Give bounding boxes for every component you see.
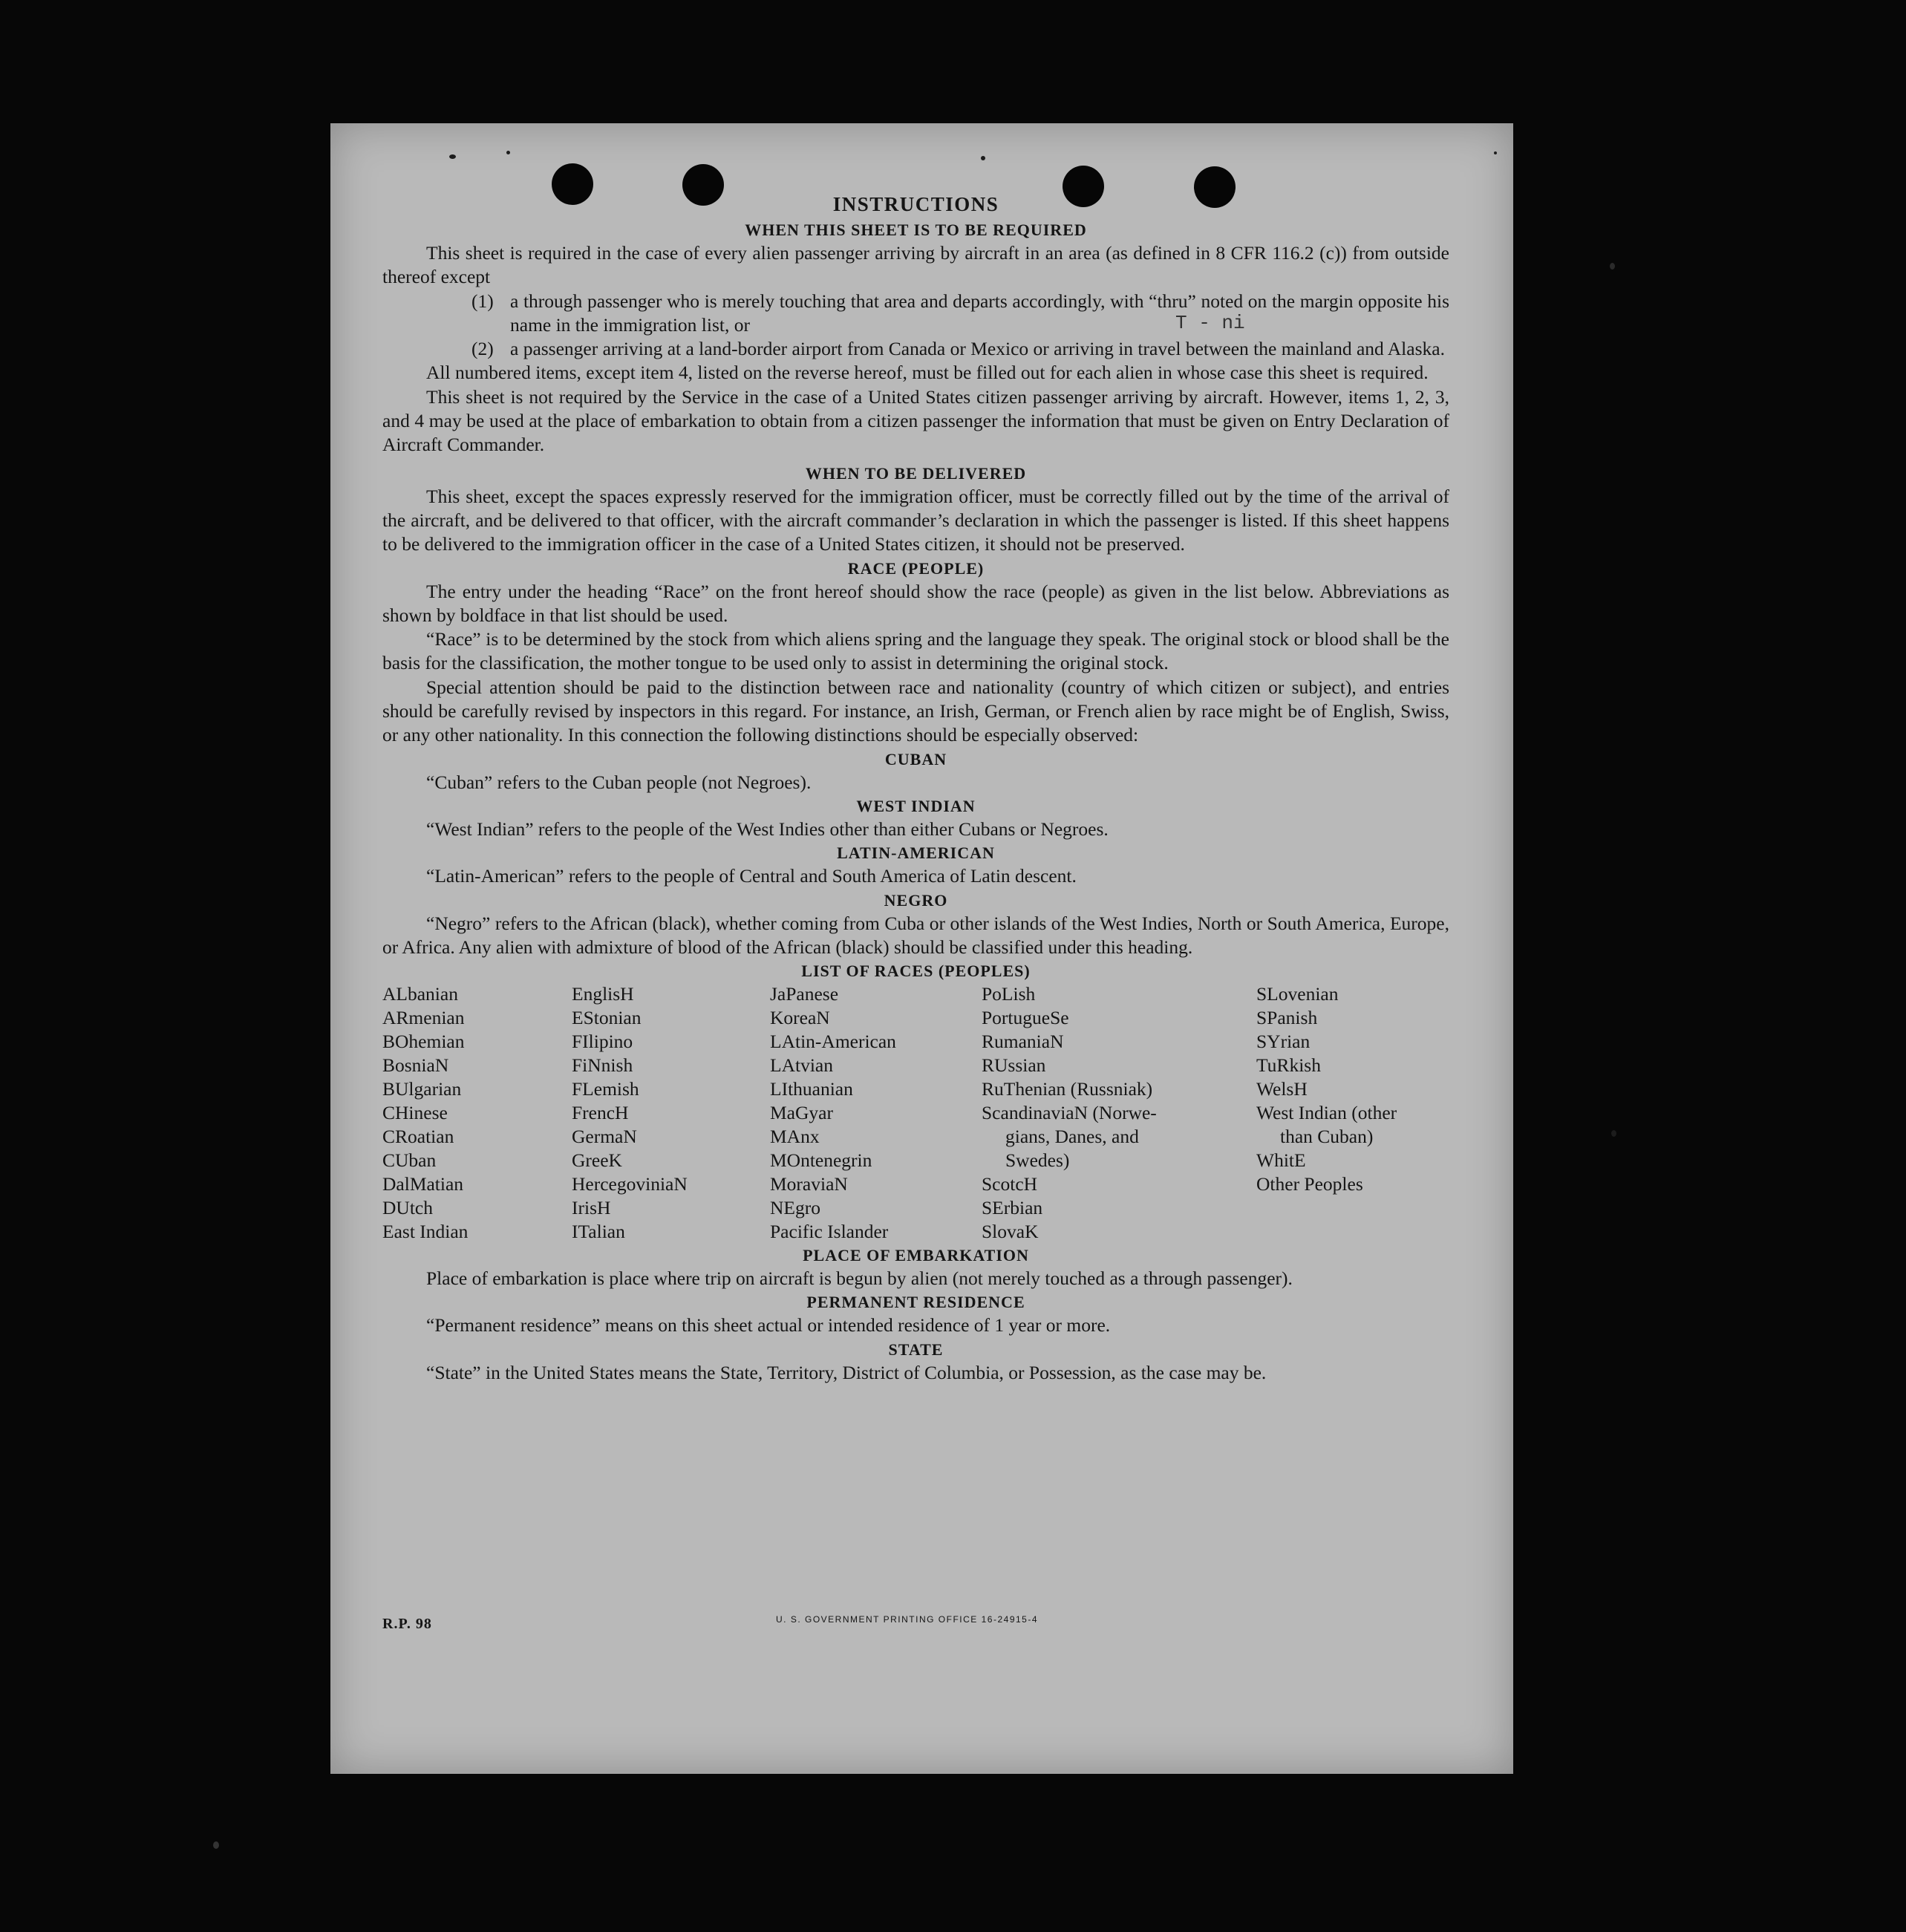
race-item: IrisH: [572, 1197, 611, 1219]
race-item: Swedes): [1005, 1149, 1070, 1172]
heading-place-of-embarkation: PLACE OF EMBARKATION: [803, 1246, 1029, 1265]
heading-list-of-races: LIST OF RACES (PEOPLES): [801, 962, 1031, 981]
race-item: Other Peoples: [1256, 1173, 1363, 1195]
race-item: WhitE: [1256, 1149, 1306, 1172]
race-item: RumaniaN: [982, 1031, 1064, 1053]
race-item: FIlipino: [572, 1031, 633, 1053]
paragraph: This sheet is not required by the Service in the case of a United States citizen passenger arriving by aircraft. However, items 1, 2, 3, and 4 may be used at the place of embarkation to obtain from a citizen passenger the information that must be given on Entry Declaration of Aircraft Commander.: [382, 385, 1449, 456]
printer-line: U. S. GOVERNMENT PRINTING OFFICE 16-24915-4: [776, 1614, 1039, 1625]
heading-permanent-residence: PERMANENT RESIDENCE: [806, 1293, 1025, 1312]
race-item: JaPanese: [770, 983, 839, 1005]
race-list: [382, 982, 1449, 1244]
race-item: BUlgarian: [382, 1078, 462, 1100]
heading-state: STATE: [888, 1339, 944, 1359]
race-column: [382, 982, 572, 1244]
heading-race: RACE (PEOPLE): [847, 558, 985, 578]
paragraph: The entry under the heading “Race” on the front hereof should show the race (people) as given in the list below. Abbreviations as shown by boldface in that list should be used.: [382, 580, 1449, 626]
speck: [981, 156, 985, 160]
paragraph: “Race” is to be determined by the stock from which aliens spring and the language they speak. The original stock or blood shall be the basis for the classification, the mother tongue to be used only to assist in determining the original stock.: [382, 628, 1449, 674]
form-number: R.P. 98: [382, 1616, 432, 1632]
paragraph: “Latin-American” refers to the people of Central and South America of Latin descent.: [426, 865, 1077, 887]
race-item: gians, Danes, and: [1005, 1126, 1139, 1148]
paragraph: Special attention should be paid to the distinction between race and nationality (country of which citizen or subject), and entries should be carefully revised by inspectors in this regard. For instance, an Irish, German, or French alien by race might be of English, Swiss, or any other nationality. In this connection the following distinctions should be especially observed:: [382, 676, 1449, 746]
item-text: a through passenger who is merely touching that area and departs accordingly, with “thru” noted on the margin opposite his name in the immigration list, or: [510, 290, 1449, 336]
race-item: DUtch: [382, 1197, 433, 1219]
race-item: ITalian: [572, 1221, 625, 1243]
numbered-item: [382, 290, 1449, 338]
race-item: BosniaN: [382, 1054, 449, 1077]
race-item: FrencH: [572, 1102, 629, 1124]
race-item: GermaN: [572, 1126, 637, 1148]
heading-cuban: CUBAN: [884, 749, 947, 768]
race-item: MOntenegrin: [770, 1149, 872, 1172]
race-item: EStonian: [572, 1007, 642, 1029]
document-sheet: [330, 123, 1513, 1774]
item-number: (1): [471, 290, 494, 312]
race-item: GreeK: [572, 1149, 622, 1172]
race-item: SLovenian: [1256, 983, 1339, 1005]
speck: [1494, 151, 1497, 154]
race-item: than Cuban): [1280, 1126, 1374, 1148]
race-item: TuRkish: [1256, 1054, 1321, 1077]
race-item: CRoatian: [382, 1126, 454, 1148]
paragraph: “West Indian” refers to the people of the West Indies other than either Cubans or Negroes.: [426, 817, 1109, 840]
heading-negro: NEGRO: [884, 890, 948, 910]
paragraph: “State” in the United States means the State, Territory, District of Columbia, or Possession, as the case may be.: [426, 1361, 1267, 1383]
race-item: Pacific Islander: [770, 1221, 889, 1243]
item-text: a passenger arriving at a land-border airport from Canada or Mexico or arriving in travel between the mainland and Alaska.: [510, 338, 1445, 360]
paragraph: This sheet, except the spaces expressly reserved for the immigration officer, must be correctly filled out by the time of the arrival of the aircraft, and be delivered to that officer, with the aircraft commander’s declaration in which the passenger is listed. If this sheet happens to be delivered to the immigration officer in the case of a United States citizen, it should not be preserved.: [382, 485, 1449, 555]
paragraph: Place of embarkation is place where trip on aircraft is begun by alien (not merely touched as a through passenger).: [426, 1267, 1293, 1290]
race-item: KoreaN: [770, 1007, 830, 1029]
heading-west-indian: WEST INDIAN: [856, 796, 976, 815]
race-column: [1256, 982, 1449, 1244]
race-item: ScandinaviaN (Norwe-: [982, 1102, 1157, 1124]
race-column: [770, 982, 982, 1244]
item-number: (2): [471, 338, 494, 360]
speck: [1611, 1130, 1616, 1137]
race-item: HercegoviniaN: [572, 1173, 688, 1195]
speck: [506, 151, 510, 154]
race-item: PoLish: [982, 983, 1036, 1005]
race-item: FLemish: [572, 1078, 639, 1100]
race-column: [572, 982, 770, 1244]
race-item: CHinese: [382, 1102, 448, 1124]
race-item: SlovaK: [982, 1221, 1039, 1243]
paragraph: “Cuban” refers to the Cuban people (not Negroes).: [426, 771, 812, 793]
race-item: ScotcH: [982, 1173, 1038, 1195]
paragraph: All numbered items, except item 4, listed on the reverse hereof, must be filled out for each alien in whose case this sheet is required.: [426, 362, 1429, 384]
heading-latin-american: LATIN-AMERICAN: [837, 843, 995, 863]
race-item: MAnx: [770, 1126, 820, 1148]
heading-when-required: WHEN THIS SHEET IS TO BE REQUIRED: [745, 221, 1087, 239]
race-item: SPanish: [1256, 1007, 1318, 1029]
race-item: ALbanian: [382, 983, 458, 1005]
race-item: RUssian: [982, 1054, 1046, 1077]
race-item: West Indian (other: [1256, 1102, 1397, 1124]
race-item: MaGyar: [770, 1102, 833, 1124]
instructions-body: [382, 190, 1449, 1385]
race-item: CUban: [382, 1149, 437, 1172]
race-item: PortugueSe: [982, 1007, 1069, 1029]
race-item: SErbian: [982, 1197, 1043, 1219]
race-item: NEgro: [770, 1197, 820, 1219]
race-item: MoraviaN: [770, 1173, 848, 1195]
speck: [213, 1841, 219, 1849]
race-item: RuThenian (Russniak): [982, 1078, 1153, 1100]
race-item: East Indian: [382, 1221, 469, 1243]
race-column: [982, 982, 1256, 1244]
title: INSTRUCTIONS: [832, 193, 999, 215]
race-item: LAtvian: [770, 1054, 833, 1077]
paragraph: “Negro” refers to the African (black), whether coming from Cuba or other islands of the West Indies, North or South America, Europe, or Africa. Any alien with admixture of blood of the African (black) should be classified under this heading.: [382, 912, 1449, 958]
heading-when-delivered: WHEN TO BE DELIVERED: [805, 463, 1027, 483]
race-item: ARmenian: [382, 1007, 465, 1029]
race-item: DalMatian: [382, 1173, 464, 1195]
race-item: LAtin-American: [770, 1031, 896, 1053]
race-item: LIthuanian: [770, 1078, 853, 1100]
paragraph: “Permanent residence” means on this sheet actual or intended residence of 1 year or more.: [426, 1314, 1111, 1337]
race-item: SYrian: [1256, 1031, 1311, 1053]
speck: [449, 154, 456, 159]
speck: [1610, 263, 1615, 270]
race-item: BOhemian: [382, 1031, 465, 1053]
race-item: FiNnish: [572, 1054, 633, 1077]
race-item: EnglisH: [572, 983, 634, 1005]
numbered-item: [382, 337, 1449, 361]
handwritten-note: T - ni: [1175, 312, 1245, 334]
paragraph: This sheet is required in the case of every alien passenger arriving by aircraft in an area (as defined in 8 CFR 116.2 (c)) from outside thereof except: [382, 242, 1449, 288]
race-item: WelsH: [1256, 1078, 1308, 1100]
